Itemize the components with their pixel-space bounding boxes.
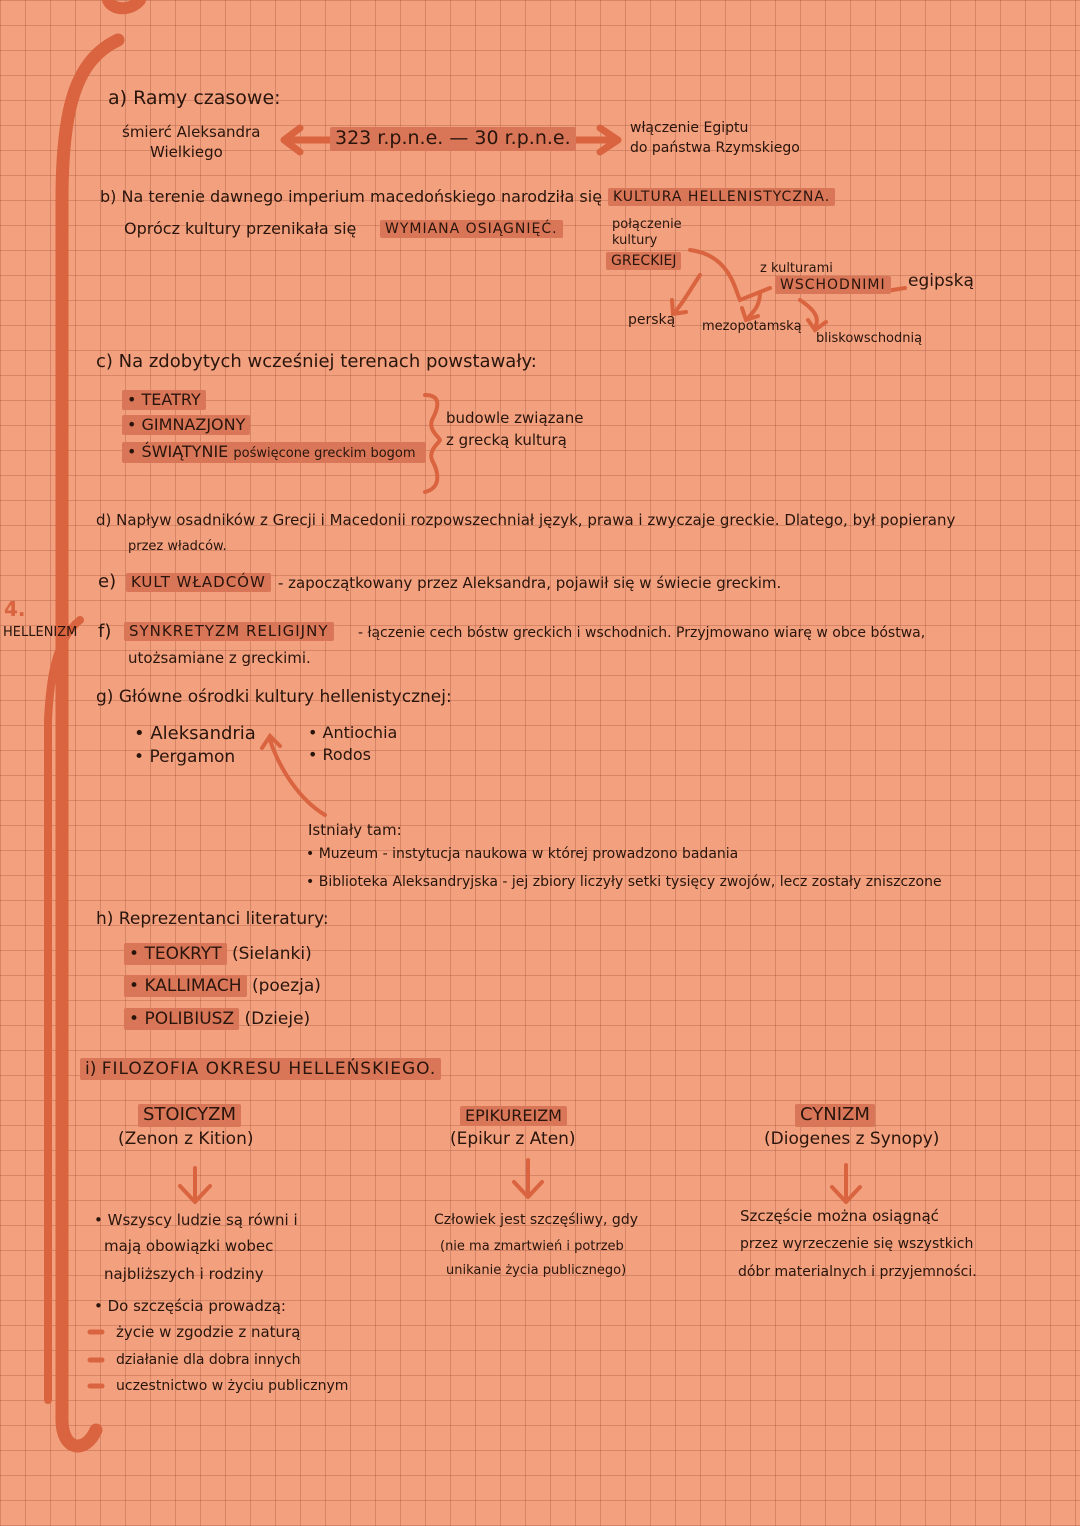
f-label: f) (98, 621, 112, 642)
c-item-3 (122, 442, 426, 463)
diagram-arrow-neareast (800, 300, 826, 330)
g-city-4: • Rodos (308, 746, 371, 764)
g-city-2: • Pergamon (134, 748, 235, 768)
cynic-line-1: Szczęście można osiągnąć (740, 1207, 939, 1225)
i-heading (80, 1060, 441, 1080)
e-label: e) (98, 571, 117, 592)
a-label: a) Ramy czasowe: (108, 87, 281, 109)
cynic-arrow (832, 1165, 860, 1202)
stoic-line-3: najbliższych i rodziny (104, 1265, 264, 1283)
stoic-line-2: mają obowiązki wobec (104, 1237, 274, 1255)
stoic-line-5: życie w zgodzie z naturą (116, 1323, 301, 1341)
stoic-line-4: • Do szczęścia prowadzą: (94, 1298, 286, 1315)
c-brace (425, 395, 440, 492)
g-city-3: • Antiochia (308, 724, 397, 742)
diagram-greek-2: kultury (612, 233, 658, 248)
diagram-eastern: WSCHODNIMI (775, 276, 891, 294)
h-item-3 (124, 1010, 310, 1030)
c-brace-note-2: z grecką kulturą (446, 431, 567, 449)
a-right-note-1: włączenie Egiptu (630, 120, 749, 136)
c-brace-note-1: budowle związane (446, 409, 584, 427)
epicurean-line-1: Człowiek jest szczęśliwy, gdy (434, 1212, 638, 1228)
school-cynicism: CYNIZM (795, 1104, 875, 1127)
school-stoicism-founder: (Zenon z Kition) (118, 1129, 254, 1149)
h-item-3-name: • POLIBIUSZ (124, 1008, 239, 1030)
e-highlight: KULT WŁADCÓW (126, 573, 271, 592)
diagram-persian: perską (628, 312, 676, 328)
epicurean-arrow (514, 1160, 542, 1197)
b-line2: Oprócz kultury przenikała się (124, 219, 357, 238)
section-number: 4. (4, 597, 26, 621)
h-label: h) Reprezentanci literatury: (96, 909, 329, 929)
b-line1: b) Na terenie dawnego imperium macedońskiego narodziła się (100, 187, 603, 206)
i-heading-box (80, 1058, 441, 1080)
school-stoicism: STOICYZM (138, 1104, 241, 1127)
c-item-2: • GIMNAZJONY (122, 415, 250, 435)
stoic-line-7: uczestnictwo w życiu publicznym (116, 1378, 349, 1394)
e-text: - zapoczątkowany przez Aleksandra, pojawił się w świecie greckim. (278, 574, 782, 592)
diagram-mesopotamian: mezopotamską (702, 319, 802, 334)
diagram-arrow-persian (672, 275, 700, 314)
f-text: - łączenie cech bóstw greckich i wschodnich. Przyjmowano wiarę w obce bóstwa, (358, 625, 926, 641)
diagram-greek-3: GRECKIEJ (606, 252, 681, 270)
g-city-1: • Aleksandria (134, 724, 256, 745)
main-bracket (62, 40, 118, 1446)
b-line1-highlight: KULTURA HELLENISTYCZNA. (608, 188, 835, 206)
diagram-egyptian: egipską (908, 271, 974, 291)
h-item-1 (124, 945, 312, 965)
stoic-line-1: • Wszyscy ludzie są równi i (94, 1212, 298, 1229)
h-item-2-work: (poezja) (251, 976, 321, 996)
cynic-line-3: dóbr materialnych i przyjemności. (738, 1264, 977, 1280)
i-highlight: FILOZOFIA OKRESU HELLEŃSKIEGO. (101, 1059, 437, 1079)
g-label: g) Główne ośrodki kultury hellenistycznej: (96, 687, 452, 707)
timeline-arrow-left (284, 128, 330, 152)
c-label: c) Na zdobytych wcześniej terenach powstawały: (96, 351, 537, 372)
section-title: HELLENIZM (3, 625, 78, 640)
top-hook (108, 0, 140, 8)
school-epicureanism: EPIKUREIZM (460, 1106, 567, 1126)
c-item-3-bullet: • (127, 442, 142, 461)
h-item-1-name: • TEOKRYT (124, 943, 227, 965)
a-left-note-1: śmierć Aleksandra (122, 123, 261, 141)
cynic-line-2: przez wyrzeczenie się wszystkich (740, 1236, 974, 1252)
h-item-2 (124, 977, 321, 997)
stoic-line-6: działanie dla dobra innych (116, 1352, 301, 1368)
d-line1: d) Napływ osadników z Grecji i Macedonii rozpowszechniał język, prawa i zwyczaje greckie. Dlatego, był popierany (96, 511, 956, 529)
school-epicureanism-founder: (Epikur z Aten) (450, 1129, 576, 1149)
f-highlight: SYNKRETYZM RELIGIJNY (124, 622, 334, 641)
school-cynicism-founder: (Diogenes z Synopy) (764, 1129, 940, 1149)
c-item-3-name: ŚWIĄTYNIE (141, 442, 229, 461)
h-item-1-work: (Sielanki) (232, 944, 312, 964)
epicurean-line-2: (nie ma zmartwień i potrzeb (440, 1239, 624, 1254)
f-line2: utożsamiane z greckimi. (128, 649, 311, 667)
a-right-note-2: do państwa Rzymskiego (630, 140, 800, 156)
c-item-1: • TEATRY (122, 390, 206, 410)
a-range: 323 r.p.n.e. — 30 r.p.n.e. (330, 127, 576, 151)
diagram-greek-1: połączenie (612, 217, 682, 232)
c-item-3-note: poświęcone greckim bogom (233, 446, 416, 461)
diagram-near-east: bliskowschodnią (816, 331, 923, 346)
g-note-1: • Muzeum - instytucja naukowa w której prowadzono badania (306, 846, 738, 862)
h-item-3-work: (Dzieje) (244, 1009, 311, 1029)
g-note-title: Istniały tam: (308, 821, 402, 839)
h-item-2-name: • KALLIMACH (124, 975, 247, 997)
diagram-eastern-small: z kulturami (760, 261, 833, 276)
g-note-2: • Biblioteka Aleksandryjska - jej zbiory liczyły setki tysięcy zwojów, lecz zostały zniszczone (306, 874, 942, 890)
a-left-note-2: Wielkiego (150, 143, 223, 161)
i-label: i) (85, 1059, 97, 1079)
epicurean-line-3: unikanie życia publicznego) (446, 1263, 627, 1278)
stoic-arrow (180, 1168, 210, 1202)
b-line2-highlight: WYMIANA OSIĄGNIĘĆ. (380, 220, 563, 238)
d-line2: przez władców. (128, 539, 227, 554)
